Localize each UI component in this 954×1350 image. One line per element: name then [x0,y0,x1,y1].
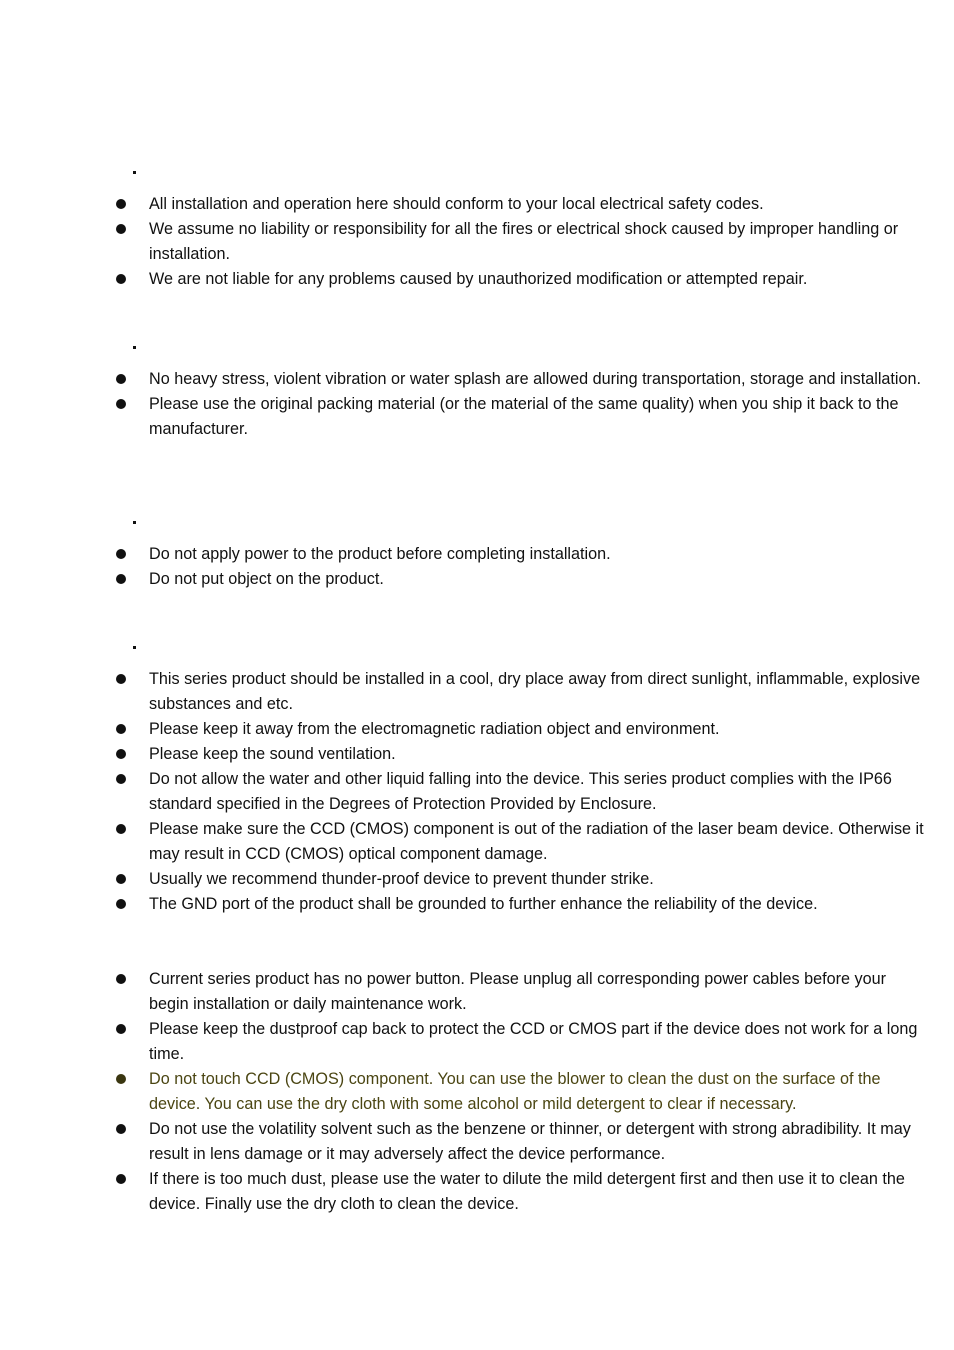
bullet-list [0,367,954,442]
section-heading-marker [133,521,136,524]
bullet-icon [116,749,126,759]
list-item-text: Current series product has no power button. Please unplug all corresponding power cables before your begin installation or daily maintenance work. [149,970,886,1013]
bullet-icon [116,224,126,234]
list-item [0,667,954,717]
list-item [0,717,954,742]
list-item [0,267,954,292]
bullet-list [0,542,954,592]
bullet-icon [116,1024,126,1034]
list-item [0,392,954,442]
bullet-icon [116,199,126,209]
list-item-text: This series product should be installed in a cool, dry place away from direct sunlight, inflammable, explosive substances and etc. [149,670,921,713]
list-item-text: Please use the original packing material (or the material of the same quality) when you ship it back to the manufacturer. [149,395,899,438]
bullet-list [0,667,954,917]
list-item [0,867,954,892]
bullet-icon [116,399,126,409]
section-heading-marker [133,171,136,174]
section-heading-marker [133,646,136,649]
bullet-icon [116,274,126,284]
list-item [0,892,954,917]
bullet-icon [116,824,126,834]
list-item-text: We are not liable for any problems caused by unauthorized modification or attempted repair. [149,270,808,288]
bullet-icon [116,674,126,684]
list-item-text: Do not allow the water and other liquid falling into the device. This series product complies with the IP66 standard specified in the Degrees of Protection Provided by Enclosure. [149,770,892,813]
bullet-list [0,967,954,1217]
bullet-icon [116,899,126,909]
list-item [0,742,954,767]
list-item-text: Please keep the sound ventilation. [149,745,396,763]
list-item-text: Do not use the volatility solvent such as the benzene or thinner, or detergent with strong abradibility. It may result in lens damage or it may adversely affect the device performance. [149,1120,911,1163]
list-item-text: If there is too much dust, please use the water to dilute the mild detergent first and then use it to clean the device. Finally use the dry cloth to clean the device. [149,1170,905,1213]
list-item [0,967,954,1017]
bullet-icon [116,774,126,784]
bullet-list [0,192,954,292]
list-item-text: Do not put object on the product. [149,570,384,588]
list-item-text: We assume no liability or responsibility for all the fires or electrical shock caused by improper handling or installation. [149,220,899,263]
list-item [0,1167,954,1217]
bullet-icon [116,1074,126,1084]
list-item [0,1117,954,1167]
list-item [0,817,954,867]
list-item-text: No heavy stress, violent vibration or water splash are allowed during transportation, storage and installation. [149,370,922,388]
bullet-icon [116,374,126,384]
list-item [0,367,954,392]
list-item-text: Usually we recommend thunder-proof device to prevent thunder strike. [149,870,654,888]
list-item [0,567,954,592]
bullet-icon [116,724,126,734]
list-item-text: Please keep it away from the electromagnetic radiation object and environment. [149,720,720,738]
list-item-text: Please keep the dustproof cap back to protect the CCD or CMOS part if the device does not work for a long time. [149,1020,918,1063]
list-item-highlighted [0,1067,954,1117]
bullet-icon [116,574,126,584]
list-item [0,767,954,817]
list-item-text: Do not touch CCD (CMOS) component. You can use the blower to clean the dust on the surface of the device. You can use the dry cloth with some alcohol or mild detergent to clear if necessary. [149,1070,881,1113]
section-heading-marker [133,346,136,349]
list-item [0,1017,954,1067]
bullet-icon [116,874,126,884]
bullet-icon [116,1124,126,1134]
list-item-text: Please make sure the CCD (CMOS) component is out of the radiation of the laser beam device. Otherwise it may result in CCD (CMOS) optical component damage. [149,820,924,863]
bullet-icon [116,1174,126,1184]
list-item [0,217,954,267]
bullet-icon [116,974,126,984]
list-item-text: The GND port of the product shall be grounded to further enhance the reliability of the device. [149,895,818,913]
list-item-text: All installation and operation here should conform to your local electrical safety codes. [149,195,764,213]
list-item [0,192,954,217]
bullet-icon [116,549,126,559]
list-item-text: Do not apply power to the product before completing installation. [149,545,611,563]
list-item [0,542,954,567]
